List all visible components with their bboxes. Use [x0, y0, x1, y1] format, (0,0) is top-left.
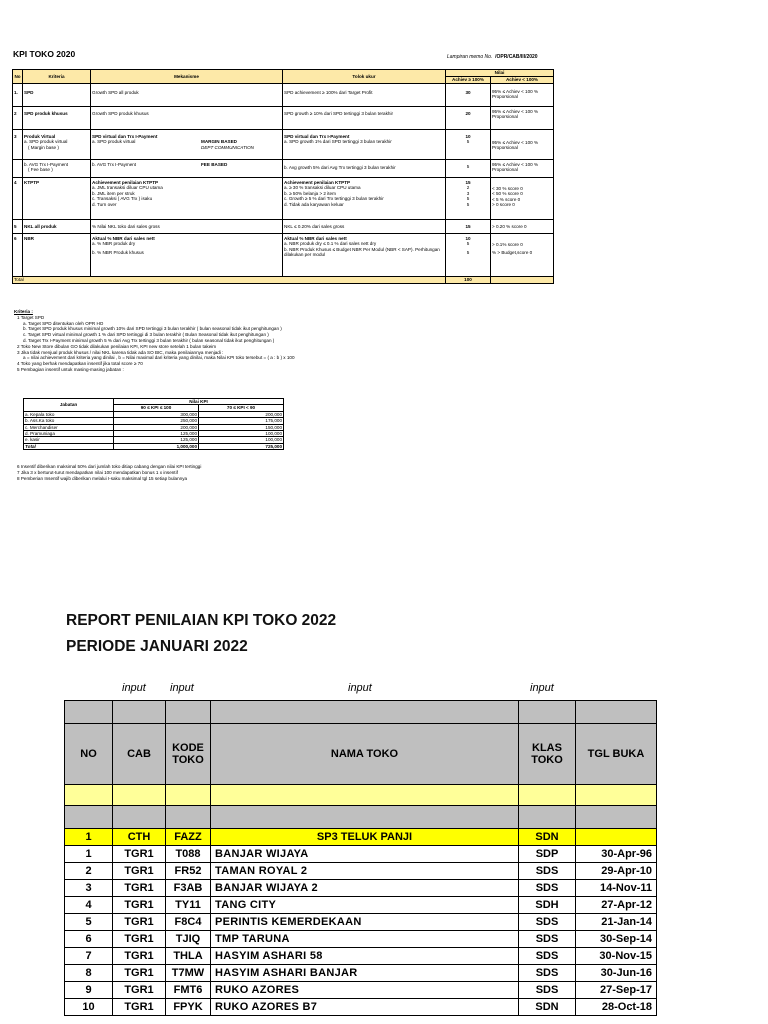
cell-tgl: 28-Oct-18 — [576, 999, 657, 1016]
kpi-row: 3 Produk Virtual a. SPD produk virtual ( Margin base ) SPD virtual dan Trx I-Payment a. SPD produk virtual MARGIN BASED DEPT COMMUNICATION SPD virtual dan Trx I-Payment a. SPD growth 1% dari SPD tertinggi 3 bulan terakhir 10 5 95% ≤ Achiev < 100 % Proporsional — [13, 129, 554, 159]
cell-no: 1 — [65, 846, 113, 863]
cell-no: 7 — [65, 948, 113, 965]
cell-nama: TMP TARUNA — [211, 931, 519, 948]
header-kriteria: Kriteria — [23, 70, 91, 84]
cell-cab: TGR1 — [113, 897, 166, 914]
insentif-total-row: Total 1,000,000 725,000 — [25, 443, 283, 449]
col-tgl-buka: TGL BUKA — [576, 724, 657, 785]
kpi-row: 5 NKL all produk % Nilai NKL toko dari sales gross NKL ≤ 0.20% dari sales gross 15 > 0.20 % score 0 — [13, 219, 554, 233]
cell-klas: SDS — [519, 931, 576, 948]
cell-klas: SDS — [519, 948, 576, 965]
kpi-row: 4 KTPTP Achievement penilaian KTPTP a. JML transaksi diluar CPU utama b. JML item per struk c. Transaksi ( AVG Trx ) isaku d. Turn over Achievement penilaian KTPTP a. ≥ 30 % transaksi diluar CPU utama b. ≥ 50% belanja > 2 item c. Growth ≥ 5 % dari Trx tertinggi 3 bulan terakhir d. Tidak ada karyawan keluar 15 2 3 5 5 < 30 % score 0 < 50 % score 0 < 5 % score 0 > 0 score 0 — [13, 177, 554, 219]
header-no: No — [13, 70, 23, 84]
cell-cab: TGR1 — [113, 863, 166, 880]
cell-tgl: 30-Sep-14 — [576, 931, 657, 948]
cell-nama: PERINTIS KEMERDEKAAN — [211, 914, 519, 931]
table-row — [65, 982, 657, 999]
cell-kode: T088 — [166, 846, 211, 863]
cell-cab: TGR1 — [113, 948, 166, 965]
cell-klas: SDN — [519, 999, 576, 1016]
memo-reference: Lampiran memo No. /OPR/CAB/III/2020 — [447, 54, 538, 60]
table-row — [65, 999, 657, 1016]
cell-no: 10 — [65, 999, 113, 1016]
cell-cab: TGR1 — [113, 982, 166, 999]
kpi-row: 2 SPD produk khusus Growth SPD produk khusus SPD growth ≥ 10% dari SPD tertinggi 3 bulan terakhir 20 95% ≤ Achiev < 100 % Proporsional — [13, 106, 554, 129]
cell-klas: SDS — [519, 863, 576, 880]
cell-no: 4 — [65, 897, 113, 914]
insentif-row: d. Pramuniaga 125,000 100,000 — [25, 431, 283, 437]
cell-klas: SDS — [519, 965, 576, 982]
cell-cab: TGR1 — [113, 914, 166, 931]
cell-kode: FR52 — [166, 863, 211, 880]
insentif-notes: 6 Insentif diberikan maksimal 50% dari jumlah toko ditiap cabang dengan nilai KPI tertinggi 7 Jika 3 x berturut-turut mendapatkan nilai 100 mendapatkan bonus 1 x insentif 8 Pemberian Insentif wajib diberikan melalui I-saku maksimal tgl 15 setiap bulannya — [17, 464, 202, 481]
cell-cab: TGR1 — [113, 931, 166, 948]
table-row — [65, 846, 657, 863]
insentif-row: e. kasir 125,000 100,000 — [25, 437, 283, 443]
report-title: REPORT PENILAIAN KPI TOKO 2022 — [66, 612, 337, 629]
cell-tgl: 30-Jun-16 — [576, 965, 657, 982]
report-header-row — [65, 724, 657, 785]
cell-nama: BANJAR WIJAYA 2 — [211, 880, 519, 897]
cell-cab: TGR1 — [113, 880, 166, 897]
header-tolok-ukur: Tolok ukur — [283, 70, 446, 84]
table-row — [65, 914, 657, 931]
cell-kode: FMT6 — [166, 982, 211, 999]
col-no: NO — [65, 724, 113, 785]
header-nilai: Nilai — [446, 70, 554, 77]
cell-tgl: 14-Nov-11 — [576, 880, 657, 897]
cell-klas: SDH — [519, 897, 576, 914]
cell-no: 8 — [65, 965, 113, 982]
insentif-table: Jabatan Nilai KPI 90 ≤ KPI ≤ 100 70 ≤ KPI < 90 a. Kepala toko 300,000 200,000 b. Ass.Ka toko 250,000 175,000 c. Merchandiser 200,000 150,000 d. Pramuniaga 125,000 100,000 e. kasir 125,000 100,000 Total 1,000,000 725,000 — [25, 399, 283, 449]
cell-tgl: 21-Jan-14 — [576, 914, 657, 931]
cell-nama: HASYIM ASHARI BANJAR — [211, 965, 519, 982]
input-label-klas: input — [530, 682, 554, 694]
cell-klas: SDP — [519, 846, 576, 863]
input-label-nama: input — [348, 682, 372, 694]
cell-nama: TAMAN ROYAL 2 — [211, 863, 519, 880]
cell-no: 2 — [65, 863, 113, 880]
kpi-report-table — [64, 700, 657, 1016]
cell-kode: F3AB — [166, 880, 211, 897]
header-nilai-b: Achiev < 100% — [491, 76, 554, 83]
cell-nama: BANJAR WIJAYA — [211, 846, 519, 863]
example-row: 1 CTH FAZZ SP3 TELUK PANJI SDN — [65, 829, 657, 846]
insentif-row: a. Kepala toko 300,000 200,000 — [25, 411, 283, 417]
cell-tgl: 29-Apr-10 — [576, 863, 657, 880]
report-period: PERIODE JANUARI 2022 — [66, 638, 248, 655]
insentif-row: b. Ass.Ka toko 250,000 175,000 — [25, 418, 283, 424]
cell-tgl: 27-Sep-17 — [576, 982, 657, 999]
cell-no: 6 — [65, 931, 113, 948]
header-mekanisme: Mekanisme — [91, 70, 283, 84]
col-cab: CAB — [113, 724, 166, 785]
cell-kode: THLA — [166, 948, 211, 965]
cell-nama: TANG CITY — [211, 897, 519, 914]
input-label-kode: input — [170, 682, 194, 694]
table-row — [65, 897, 657, 914]
document-title: KPI TOKO 2020 — [13, 49, 76, 59]
criteria-notes: Kriteria : 1 Target SPD a. Target SPD ditentukan oleh OPR HO b. Target SPD produk khusus minimal growth 10% dari SPD tertinggi 3 bulan terakhir ( bulan seasonal tidak ikut penghitungan ) c. Target SPD virtual minimal growth 1 % dari SPD tertinggi di 3 bulan terakhir ( Bulan Seasonal tidak ikut penghitungan ) d. Target Trx I-Payment minimal growth 5 % dari Avg Trx tertinggi 3 bulan terakhir ( bulan seasonal tidak ikut penghitungan ) 2 Toko New Store dibulan GO tidak dilakukan penilaian KPI, KPI new store setelah 1 bulan takeim 3 Jika tidak menjual produk khusus / nilai NKL karena tidak ada SO BIC, maka penilaiannya menjadi : a = nilai achievement dari kriteria yang dinilai , b = Nilai maximal dari kriteria yang dinilai, maka Nilai KPI toko tersebut = ( a : b ) x 100 4 Toko yang berhak mendapatkan insentif jika total score ≥ 70 5 Pembagian insentif untuk masing-masing jabatan : — [14, 309, 295, 372]
table-row — [65, 863, 657, 880]
table-row — [65, 948, 657, 965]
table-row — [65, 965, 657, 982]
cell-nama: RUKO AZORES — [211, 982, 519, 999]
cell-kode: T7MW — [166, 965, 211, 982]
kpi-total-row: Total 100 — [13, 276, 554, 283]
cell-no: 5 — [65, 914, 113, 931]
cell-tgl: 27-Apr-12 — [576, 897, 657, 914]
input-label-cab: input — [122, 682, 146, 694]
kpi-criteria-table — [12, 69, 554, 284]
cell-kode: TY11 — [166, 897, 211, 914]
cell-kode: F8C4 — [166, 914, 211, 931]
cell-klas: SDS — [519, 880, 576, 897]
table-row — [65, 880, 657, 897]
cell-cab: TGR1 — [113, 965, 166, 982]
insentif-row: c. Merchandiser 200,000 150,000 — [25, 424, 283, 430]
kpi-row: 6 NBR Aktual % NBR dari sales nett a. % NBR produk dry b. % NBR Produk khusus Aktual % NBR dari sales nett a. NBR produk dry ≤ 0.1 % dari sales nett dry b. NBR Produk Khusus ≤ Budget NBR Per Modul (NBR < SAP). Perhitungan dilakukan per modul 10 5 5 > 0.1% score 0 % > Budget,score 0 — [13, 233, 554, 276]
cell-cab: TGR1 — [113, 999, 166, 1016]
cell-klas: SDS — [519, 982, 576, 999]
col-nama-toko: NAMA TOKO — [211, 724, 519, 785]
cell-nama: HASYIM ASHARI 58 — [211, 948, 519, 965]
kpi-row: b. AVG Trx I-Payment ( Fee base ) b. AVG Trx I-Payment FEE BASED b. Avg growth 5% dari Avg Trx tertinggi 3 bulan terakhir 5 95% ≤ Achiev < 100 % Proporsional — [13, 159, 554, 177]
kpi-row: 1. SPD Growth SPD all produk SPD achievement ≥ 100% dari Target Profit 30 95% ≤ Achiev < 100 % Proporsional — [13, 83, 554, 106]
cell-nama: RUKO AZORES B7 — [211, 999, 519, 1016]
cell-no: 3 — [65, 880, 113, 897]
cell-klas: SDS — [519, 914, 576, 931]
cell-tgl: 30-Nov-15 — [576, 948, 657, 965]
cell-kode: FPYK — [166, 999, 211, 1016]
cell-tgl: 30-Apr-96 — [576, 846, 657, 863]
cell-kode: TJIQ — [166, 931, 211, 948]
cell-no: 9 — [65, 982, 113, 999]
col-klas-toko: KLAS TOKO — [519, 724, 576, 785]
header-nilai-a: Achiev ≥ 100% — [446, 76, 491, 83]
table-row — [65, 931, 657, 948]
col-kode-toko: KODE TOKO — [166, 724, 211, 785]
cell-cab: TGR1 — [113, 846, 166, 863]
